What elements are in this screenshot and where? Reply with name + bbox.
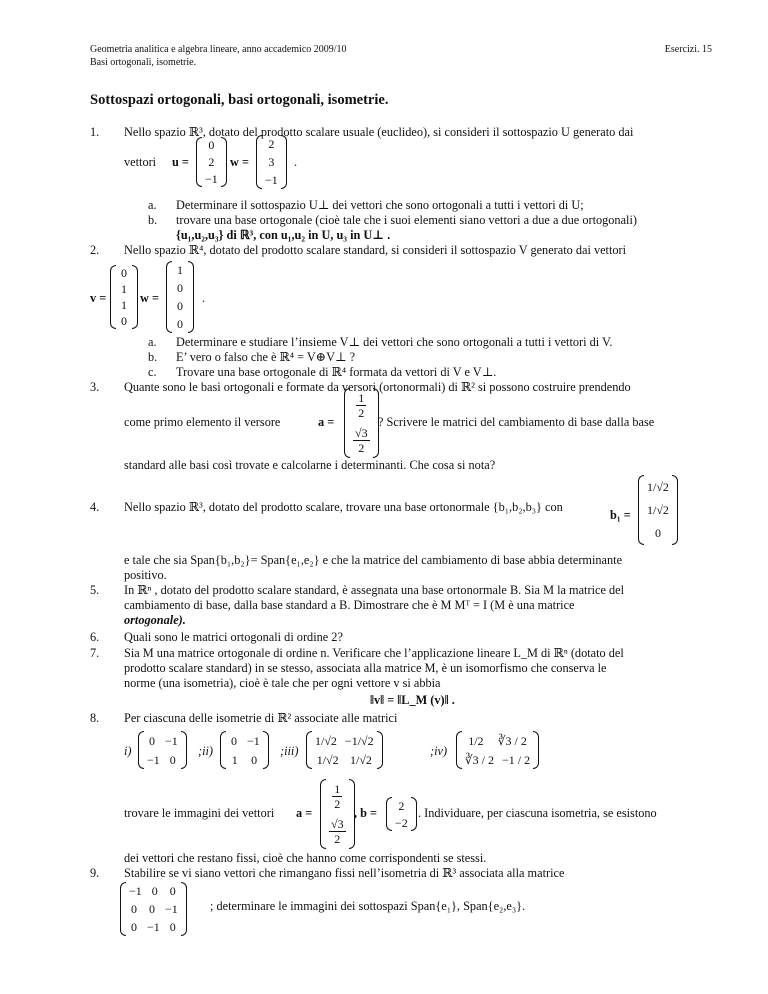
exercise-text: dei vettori che restano fissi, cioè che hanno come corrispondenti se stessi. <box>124 851 487 865</box>
vector-entry: 1 <box>177 263 183 277</box>
fraction: $\frac{√3}{2}$ <box>355 426 368 455</box>
exercise-number: 3. <box>90 380 100 394</box>
matrix-label: i) <box>124 744 132 758</box>
header-left <box>90 44 347 69</box>
exercise-text: Per ciascuna delle isometrie di ℝ² associate alle matrici <box>124 711 398 725</box>
vector-u-label: u = <box>172 155 189 169</box>
exercise-number: 9. <box>90 866 100 880</box>
header-topic: Basi ortogonali, isometrie. <box>90 56 197 68</box>
exercise-3 <box>90 380 712 470</box>
vector-entry: 0 <box>121 266 127 280</box>
vector-entry: 0 <box>654 526 661 541</box>
vector-entry: 2 <box>398 798 405 813</box>
vector-entry: 3 <box>268 155 275 169</box>
exercise-text: come primo elemento il versore <box>124 415 281 429</box>
matrix-9: −1 0 0 0 0 −1 0 −1 0 <box>120 882 187 936</box>
vector-v <box>110 265 138 329</box>
exercise-text: Quante sono le basi ortogonali e formate da versori (ortonormali) di ℝ² si possono costruire prendendo <box>124 380 631 394</box>
exercise-text: ortogonale). <box>124 613 186 627</box>
item-label: b. <box>148 350 158 364</box>
fraction: $\frac{1}{2}$ <box>358 391 365 420</box>
vector-w <box>256 135 287 189</box>
versor-a <box>344 388 379 458</box>
exercise-number: 2. <box>90 243 100 257</box>
exercise-text: prodotto scalare standard) in se stesso, associata alla matrice M, è un isomorfismo che conserva le <box>124 661 607 675</box>
exercise-text: In ℝⁿ , dotato del prodotto scalare standard, è assegnata una base ortonormale B. Sia M la matrice del <box>124 583 624 597</box>
vector-entry: 1/√2 <box>647 502 669 517</box>
vector-b <box>386 797 417 831</box>
matrix-ii: 0 −1 1 0 <box>220 731 269 769</box>
vector-entry: 0 <box>208 138 215 153</box>
exercise-number: 5. <box>90 583 100 597</box>
item-label: b. <box>148 213 158 227</box>
exercise-text: Nello spazio ℝ³, dotato del prodotto scalare usuale (euclideo), si consideri il sottospazio U generato dai <box>124 125 634 139</box>
vector-entry: −1 <box>205 171 218 186</box>
item-label: c. <box>148 365 157 379</box>
exercise-6 <box>90 630 712 646</box>
exercise-number: 7. <box>90 646 100 660</box>
exercise-7 <box>90 646 712 710</box>
exercise-text: Quali sono le matrici ortogonali di ordine 2? <box>124 630 343 644</box>
vector-a: $\frac{1}{2}$ $\frac{√3}{2}$ <box>320 779 355 849</box>
matrix-i: 0 −1 −1 0 <box>138 731 187 769</box>
vector-entry: 0 <box>177 299 183 313</box>
exercise-number: 4. <box>90 500 100 514</box>
vector-entry: 0 <box>121 314 127 328</box>
exercise-8 <box>90 711 712 865</box>
exercise-number: 8. <box>90 711 100 725</box>
matrix-label: ;iii) <box>280 744 299 758</box>
exercise-text: Nello spazio ℝ⁴, dotato del prodotto scalare standard, si consideri il sottospazio V generato dai vettori <box>124 243 627 257</box>
vector-entry: 1/√2 <box>647 479 669 494</box>
exercise-text: norme (una isometria), cioè è tale che per ogni vettore v si abbia <box>124 676 441 690</box>
item-label: a. <box>148 198 157 212</box>
item-text: trovare una base ortogonale (cioè tale che i suoi elementi siano vettori a due a due ortogonali) <box>176 213 637 227</box>
item-text: Determinare il sottospazio U⊥ dei vettori che sono ortogonali a tutti i vettori di U; <box>176 198 584 212</box>
vector-entry: 0 <box>177 281 183 295</box>
item-text: {u₁,u₂,u₃} di ℝ³, con u₁,u₂ in U, u₃ in U⊥ . <box>176 228 391 242</box>
exercise-text: cambiamento di base, dalla base standard a B. Dimostrare che è M Mᵀ = I (M è una matrice <box>124 598 575 612</box>
vector-entry: −2 <box>395 815 408 830</box>
vector-w <box>166 261 194 333</box>
vector-entry: −1 <box>265 173 278 187</box>
vector-a-label: a = <box>296 806 313 820</box>
exercise-text: trovare le immagini dei vettori <box>124 806 275 820</box>
vector-entry: 1 <box>121 282 127 296</box>
exercise-text: Stabilire se vi siano vettori che rimangano fissi nell’isometria di ℝ³ associata alla matrice <box>124 866 565 880</box>
vector-entry: 2 <box>208 154 215 169</box>
vector-b1 <box>638 475 678 545</box>
vector-v-label: v = <box>90 291 107 305</box>
exercise-text: standard alle basi così trovate e calcolarne i determinanti. Che cosa si nota? <box>124 458 496 472</box>
vector-u <box>196 137 227 187</box>
norm-formula: ‖v‖ = ‖L_M (v)‖ . <box>370 693 455 707</box>
matrix-iii: 1/√2 −1/√2 1/√2 1/√2 <box>306 731 383 769</box>
vector-b1-label: b₁ = <box>610 508 631 522</box>
exercise-text: ? Scrivere le matrici del cambiamento di base dalla base <box>378 415 655 429</box>
item-label: a. <box>148 335 157 349</box>
vectors-intro: vettori <box>124 155 157 169</box>
vector-entry: 1 <box>121 298 127 312</box>
header-course: Geometria analitica e algebra lineare, anno accademico 2009/10 <box>90 44 347 55</box>
matrix-label: ;iv) <box>430 744 448 758</box>
exercise-2: 2. Nello spazio ℝ⁴, dotato del prodotto scalare standard, si consideri il sottospazio V generato dai vettori v = 0 1 1 0 w = 1 0 0 0 . a. Determinare e studiare l’insieme V⊥ dei vettori che sono ortogonali a tutti i vettori di V. b. E’ vero o falso che è ℝ⁴ = V⊕V⊥ ? c. Trovare una base ortogonale di ℝ⁴ formata da vettori di V e V⊥. <box>90 243 712 365</box>
exercise-1: 1. Nello spazio ℝ³, dotato del prodotto scalare usuale (euclideo), si consideri il sottospazio U generato dai vettori u = 0 2 −1 w = 2 3 −1 . a. Determinare il sottospazio U⊥ dei vettori che sono ortogonali a tutti i vettori di U; b. trovare una base ortogonale (cioè tale che i suoi elementi siano vettori a due a due ortogonali) {u₁,u₂,u₃} di ℝ³, con u₁,u₂ in U, u₃ in U⊥ . <box>90 125 712 245</box>
exercise-5 <box>90 583 712 629</box>
page-title: Sottospazi ortogonali, basi ortogonali, isometrie. <box>90 92 389 108</box>
exercise-text: ; determinare le immagini dei sottospazi Span{e₁}, Span{e₂,e₃}. <box>210 899 526 913</box>
vector-entry: 0 <box>177 317 183 331</box>
exercise-text: . Individuare, per ciascuna isometria, se esistono <box>418 806 657 820</box>
exercise-text: positivo. <box>124 568 167 582</box>
matrix-iv: 1/2 ∛3 / 2 ∛3 / 2 −1 / 2 <box>456 731 539 769</box>
matrix-label: ;ii) <box>198 744 214 758</box>
exercise-text: Nello spazio ℝ³, dotato del prodotto scalare, trovare una base ortonormale {b₁,b₂,b₃} con <box>124 500 563 514</box>
vector-a-label: a = <box>318 415 335 429</box>
item-text: E’ vero o falso che è ℝ⁴ = V⊕V⊥ ? <box>176 350 356 364</box>
vector-w-label: w = <box>230 155 249 169</box>
exercise-4 <box>90 475 712 582</box>
header-page-label: Esercizi. 15 <box>664 44 712 55</box>
exercise-9 <box>90 866 712 936</box>
exercise-text: Sia M una matrice ortogonale di ordine n. Verificare che l’applicazione lineare L_M di ℝⁿ (dotato del <box>124 646 624 660</box>
exercise-number: 1. <box>90 125 100 139</box>
item-text: Trovare una base ortogonale di ℝ⁴ formata da vettori di V e V⊥. <box>176 365 497 379</box>
vector-w-label: w = <box>140 291 159 305</box>
vector-b-label: , b = <box>354 806 378 820</box>
item-text: Determinare e studiare l’insieme V⊥ dei vettori che sono ortogonali a tutti i vettori di V. <box>176 335 613 349</box>
exercise-number: 6. <box>90 630 100 644</box>
exercise-text: e tale che sia Span{b₁,b₂}= Span{e₁,e₂} e che la matrice del cambiamento di base abbia determinante <box>124 553 623 567</box>
vector-entry: 2 <box>268 137 275 151</box>
